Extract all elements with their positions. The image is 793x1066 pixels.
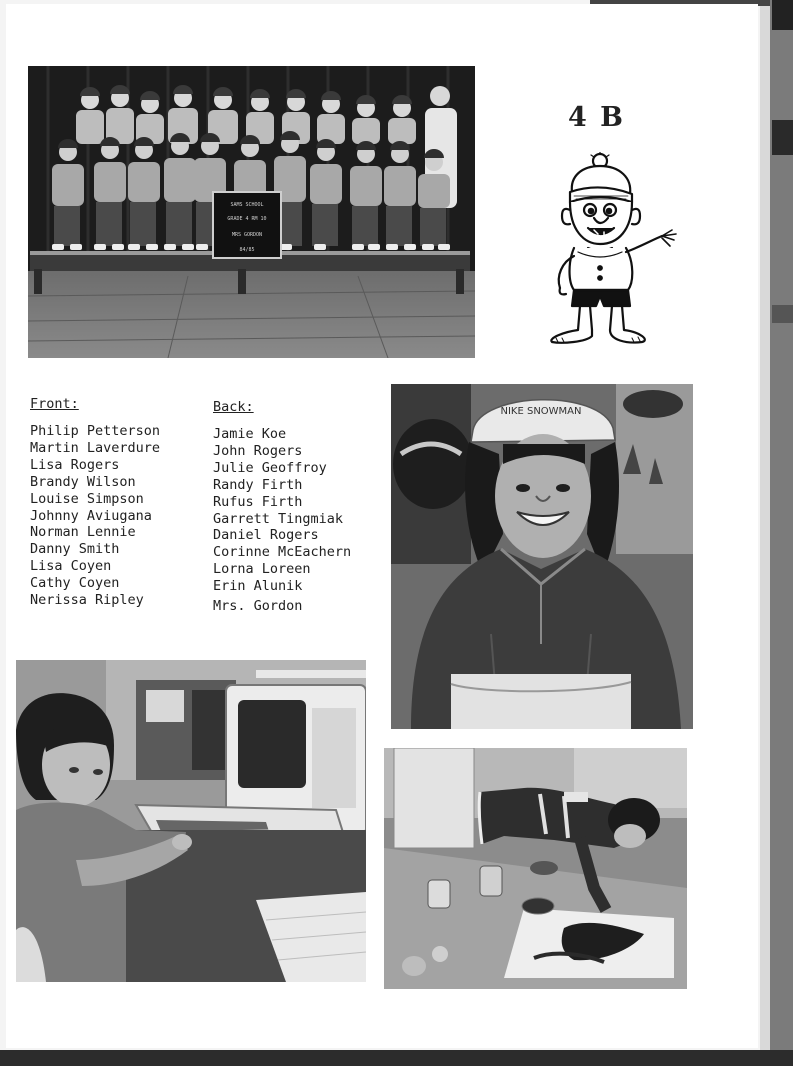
sign-line: SAMS SCHOOL: [230, 202, 264, 208]
roster-front-heading: Front:: [30, 396, 79, 412]
scan-edge-dark-right: [770, 0, 793, 1066]
roster-name: Martin Laverdure: [30, 439, 161, 456]
roster-name: Cathy Coyen: [30, 575, 120, 592]
roster-name: Johnny Aviugana: [30, 507, 152, 524]
sign-line: MRS GORDON: [231, 232, 263, 238]
roster-name: Louise Simpson: [30, 490, 144, 507]
roster-front: [30, 396, 160, 609]
roster-name: Daniel Rogers: [213, 527, 319, 544]
roster-back: [213, 399, 351, 615]
roster-name: Julie Geoffroy: [213, 459, 327, 476]
roster-back-list: [213, 426, 351, 615]
roster-name: Garrett Tingmiak: [213, 510, 344, 527]
scan-edge-block: [772, 0, 793, 30]
sign-line: 84/85: [239, 247, 255, 253]
roster-back-heading: Back:: [213, 399, 254, 415]
roster-name: Jamie Koe: [213, 426, 287, 442]
roster-name: Erin Alunik: [213, 578, 303, 595]
mascot-cartoon: [534, 152, 690, 348]
roster-name: Norman Lennie: [30, 524, 136, 541]
portrait-photo: [391, 384, 693, 729]
sign-line: GRADE 4 RM 10: [227, 216, 267, 222]
cap-text: NIKE SNOWMAN: [500, 406, 582, 417]
class-photo: [28, 66, 475, 358]
computer-photo: [16, 660, 366, 982]
roster-name: Lisa Rogers: [30, 456, 120, 473]
roster-name: Randy Firth: [213, 476, 303, 493]
roster-name: Lisa Coyen: [30, 558, 112, 575]
roster-name: Rufus Firth: [213, 493, 303, 510]
scan-edge-dark-bottom: [0, 1050, 793, 1066]
roster-front-list: [30, 423, 160, 609]
class-heading: 4 B: [568, 102, 626, 133]
scan-edge-block: [772, 305, 793, 323]
roster-name: Philip Petterson: [30, 423, 161, 439]
painting-photo: [384, 748, 687, 989]
roster-name: Corinne McEachern: [213, 544, 352, 561]
roster-name: Mrs. Gordon: [213, 598, 303, 615]
roster-name: Brandy Wilson: [30, 473, 136, 490]
scan-edge-block: [772, 120, 793, 155]
yearbook-page: [6, 4, 758, 1048]
roster-name: John Rogers: [213, 442, 303, 459]
roster-name: Danny Smith: [30, 541, 120, 558]
roster-name: Nerissa Ripley: [30, 592, 144, 609]
roster-name: Lorna Loreen: [213, 561, 311, 578]
